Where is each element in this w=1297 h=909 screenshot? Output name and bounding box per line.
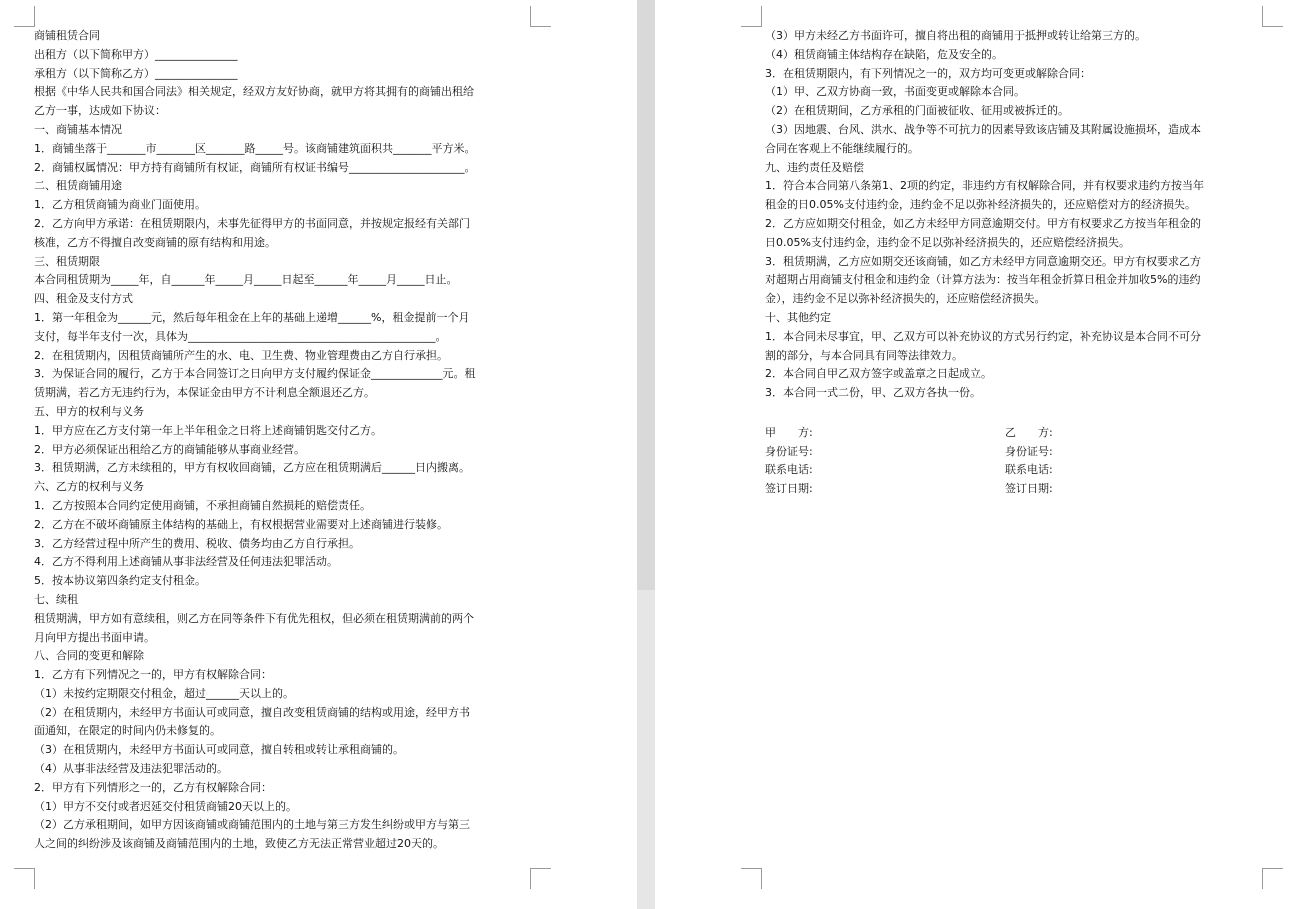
contract-text-right bbox=[765, 27, 1265, 403]
text-line: 本合同租赁期为_____年，自______年_____月_____日起至______年_____月_____日止。 bbox=[34, 273, 458, 287]
text-line: 3．租赁期满，乙方未续租的，甲方有权收回商铺，乙方应在租赁期满后______日内搬离。 bbox=[34, 461, 470, 475]
crop-mark-bottom-right bbox=[1262, 868, 1283, 889]
text-line: 3．在租赁期限内，有下列情况之一的，双方均可变更或解除合同： bbox=[765, 66, 1091, 80]
section-heading: 二、租赁商铺用途 bbox=[34, 179, 122, 193]
text-line: 2．甲方有下列情形之一的，乙方有权解除合同： bbox=[34, 780, 272, 794]
text-line: （1）甲、乙双方协商一致，书面变更或解除本合同。 bbox=[765, 85, 1025, 99]
text-line: 1．第一年租金为______元，然后每年租金在上年的基础上递增______%，租金提前一个月 bbox=[34, 310, 470, 324]
text-line: 租金的日0.05%支付违约金，违约金不足以弥补经济损失的，还应赔偿对方的经济损失。 bbox=[765, 198, 1196, 212]
section-heading: 十、其他约定 bbox=[765, 310, 831, 324]
section-heading: 七、续租 bbox=[34, 592, 78, 606]
text-line: 2．甲方必须保证出租给乙方的商铺能够从事商业经营。 bbox=[34, 442, 305, 456]
text-line: 支付，每半年支付一次，具体为_____________________________________________。 bbox=[34, 329, 447, 343]
crop-mark-top-right bbox=[530, 6, 551, 27]
text-line: 2．乙方向甲方承诺：在租赁期限内，未事先征得甲方的书面同意，并按规定报经有关部门 bbox=[34, 216, 470, 230]
text-line: （1）甲方不交付或者迟延交付租赁商铺20天以上的。 bbox=[34, 799, 297, 813]
crop-mark-top-left bbox=[741, 6, 762, 27]
party-a-date-label: 签订日期: bbox=[765, 481, 813, 495]
contract-text-left bbox=[34, 27, 538, 854]
crop-mark-top-right bbox=[1262, 6, 1283, 27]
lessee-line: 承租方（以下简称乙方）_______________ bbox=[34, 66, 238, 80]
section-heading: 九、违约责任及赔偿 bbox=[765, 160, 864, 174]
signature-block-party-a bbox=[765, 424, 813, 498]
page-gap-lower bbox=[637, 590, 655, 909]
text-line: （4）从事非法经营及违法犯罪活动的。 bbox=[34, 762, 228, 776]
text-line: 人之间的纠纷涉及该商铺及商铺范围内的土地，致使乙方无法正常营业超过20天的。 bbox=[34, 837, 444, 851]
party-b-date-label: 签订日期: bbox=[1005, 481, 1053, 495]
text-line: 1．符合本合同第八条第1、2项的约定，非违约方有权解除合同，并有权要求违约方按当年 bbox=[765, 179, 1204, 193]
section-heading: 一、商铺基本情况 bbox=[34, 122, 122, 136]
text-line: 3．租赁期满，乙方应如期交还该商铺，如乙方未经甲方同意逾期交还。甲方有权要求乙方 bbox=[765, 254, 1201, 268]
text-line: 1．乙方按照本合同约定使用商铺，不承担商铺自然损耗的赔偿责任。 bbox=[34, 498, 371, 512]
crop-mark-bottom-left bbox=[14, 868, 35, 889]
crop-mark-top-left bbox=[14, 6, 35, 27]
party-a-id-label: 身份证号: bbox=[765, 444, 813, 458]
section-heading: 五、甲方的权利与义务 bbox=[34, 404, 144, 418]
text-line: 2．乙方在不破坏商铺原主体结构的基础上，有权根据营业需要对上述商铺进行装修。 bbox=[34, 517, 448, 531]
party-b-phone-label: 联系电话: bbox=[1005, 463, 1053, 476]
party-a-label: 甲 方: bbox=[765, 426, 813, 439]
text-line: （2）在租赁期间，乙方承租的门面被征收、征用或被拆迁的。 bbox=[765, 104, 1069, 118]
text-line: 1．乙方租赁商铺为商业门面使用。 bbox=[34, 198, 206, 212]
document-page-left bbox=[0, 0, 637, 909]
text-line: （2）在租赁期内，未经甲方书面认可或同意，擅自改变租赁商铺的结构或用途，经甲方书 bbox=[34, 705, 470, 719]
section-heading: 四、租金及支付方式 bbox=[34, 292, 133, 306]
text-line: 对超期占用商铺支付租金和违约金（计算方法为：按当年租金折算日租金并加收5%的违约 bbox=[765, 273, 1201, 287]
party-a-phone-label: 联系电话: bbox=[765, 463, 813, 476]
crop-mark-bottom-left bbox=[741, 868, 762, 889]
text-line: （3）甲方未经乙方书面许可，擅自将出租的商铺用于抵押或转让给第三方的。 bbox=[765, 29, 1146, 42]
text-line: 面通知，在限定的时间内仍未修复的。 bbox=[34, 724, 221, 738]
document-title: 商铺租赁合同 bbox=[34, 29, 100, 42]
text-line: 1．乙方有下列情况之一的，甲方有权解除合同： bbox=[34, 668, 272, 682]
text-line: 1．商铺坐落于_______市_______区_______路_____号。该商铺建筑面积共_______平方米。 bbox=[34, 141, 476, 155]
text-line: （3）在租赁期内，未经甲方书面认可或同意，擅自转租或转让承租商铺的。 bbox=[34, 743, 404, 757]
text-line: 2．商铺权属情况：甲方持有商铺所有权证，商铺所有权证书编号_____________________。 bbox=[34, 160, 476, 174]
text-line: 3．乙方经营过程中所产生的费用、税收、债务均由乙方自行承担。 bbox=[34, 536, 360, 550]
text-line: 1．本合同未尽事宜，甲、乙双方可以补充协议的方式另行约定，补充协议是本合同不可分 bbox=[765, 329, 1201, 343]
text-line: 日0.05%支付违约金，违约金不足以弥补经济损失的，还应赔偿经济损失。 bbox=[765, 235, 1130, 249]
party-b-label: 乙 方: bbox=[1005, 426, 1053, 439]
text-line: （2）乙方承租期间，如甲方因该商铺或商铺范围内的土地与第三方发生纠纷或甲方与第三 bbox=[34, 818, 470, 832]
text-line: 合同在客观上不能继续履行的。 bbox=[765, 141, 919, 155]
document-page-right bbox=[655, 0, 1297, 909]
text-line: 月向甲方提出书面申请。 bbox=[34, 630, 155, 644]
text-line: 2．乙方应如期交付租金，如乙方未经甲方同意逾期交付。甲方有权要求乙方按当年租金的 bbox=[765, 216, 1201, 230]
party-b-id-label: 身份证号: bbox=[1005, 444, 1053, 458]
text-line: 2．在租赁期内，因租赁商铺所产生的水、电、卫生费、物业管理费由乙方自行承担。 bbox=[34, 348, 448, 362]
text-line: 1．甲方应在乙方支付第一年上半年租金之日将上述商铺钥匙交付乙方。 bbox=[34, 423, 382, 437]
text-line: 割的部分，与本合同具有同等法律效力。 bbox=[765, 348, 963, 362]
text-line: 赁期满，若乙方无违约行为，本保证金由甲方不计利息全额退还乙方。 bbox=[34, 386, 375, 400]
text-line: 2．本合同自甲乙双方签字或盖章之日起成立。 bbox=[765, 367, 992, 381]
signature-block-party-b bbox=[1005, 424, 1053, 498]
text-line: 核准，乙方不得擅自改变商铺的原有结构和用途。 bbox=[34, 235, 276, 249]
section-heading: 三、租赁期限 bbox=[34, 254, 100, 268]
text-line: 乙方一事，达成如下协议： bbox=[34, 104, 166, 118]
crop-mark-bottom-right bbox=[530, 868, 551, 889]
text-line: 租赁期满，甲方如有意续租，则乙方在同等条件下有优先租权，但必须在租赁期满前的两个 bbox=[34, 611, 474, 625]
text-line: 金），违约金不足以弥补经济损失的，还应赔偿经济损失。 bbox=[765, 292, 1046, 306]
section-heading: 六、乙方的权利与义务 bbox=[34, 480, 144, 494]
text-line: 根据《中华人民共和国合同法》相关规定，经双方友好协商，就甲方将其拥有的商铺出租给 bbox=[34, 85, 474, 99]
text-line: 5．按本协议第四条约定支付租金。 bbox=[34, 574, 206, 588]
text-line: （4）租赁商铺主体结构存在缺陷，危及安全的。 bbox=[765, 47, 1003, 61]
text-line: （3）因地震、台风、洪水、战争等不可抗力的因素导致该店铺及其附属设施损坏，造成本 bbox=[765, 122, 1201, 136]
text-line: 4．乙方不得利用上述商铺从事非法经营及任何违法犯罪活动。 bbox=[34, 555, 338, 569]
text-line: （1）未按约定期限交付租金，超过______天以上的。 bbox=[34, 686, 294, 700]
text-line: 3．本合同一式二份，甲、乙双方各执一份。 bbox=[765, 386, 981, 400]
section-heading: 八、合同的变更和解除 bbox=[34, 649, 144, 663]
lessor-line: 出租方（以下简称甲方）_______________ bbox=[34, 47, 238, 61]
text-line: 3．为保证合同的履行，乙方于本合同签订之日向甲方支付履约保证金_____________元。租 bbox=[34, 367, 476, 381]
